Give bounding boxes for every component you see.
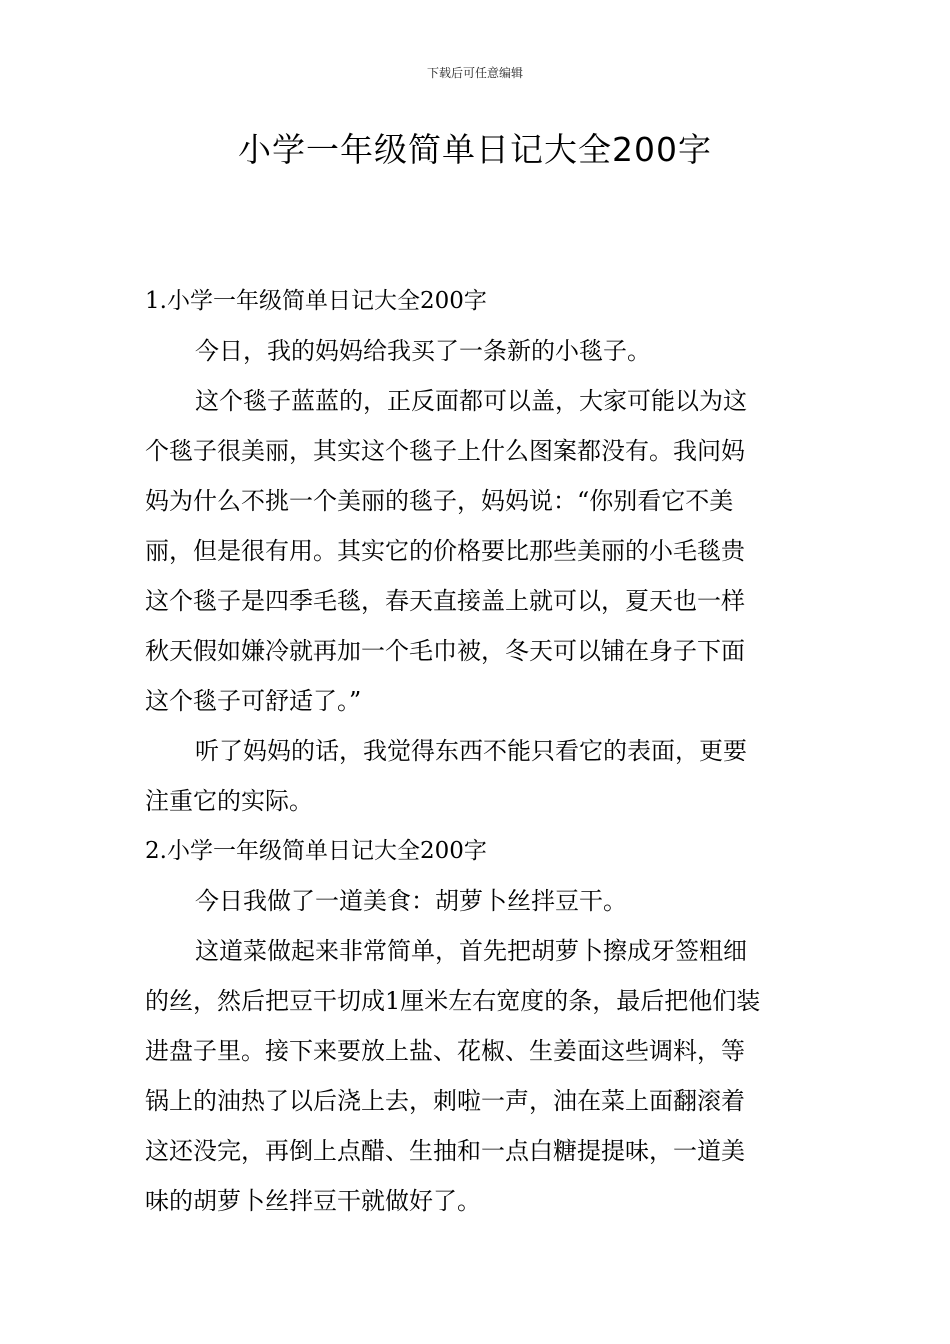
- paragraph-line: 丽，但是很有用。其实它的价格要比那些美丽的小毛毯贵: [145, 537, 745, 565]
- paragraph-line: 进盘子里。接下来要放上盐、花椒、生姜面这些调料，等: [145, 1037, 745, 1065]
- paragraph-line: 今日我做了一道美食：胡萝卜丝拌豆干。: [195, 887, 627, 915]
- paragraph-line: 这个毯子可舒适了。”: [145, 687, 362, 715]
- paragraph-line: 听了妈妈的话，我觉得东西不能只看它的表面，更要: [195, 737, 747, 765]
- header-note: 下载后可任意编辑: [426, 66, 523, 80]
- paragraph-line: 个毯子很美丽，其实这个毯子上什么图案都没有。我问妈: [145, 437, 745, 465]
- document-body: [145, 276, 810, 1226]
- paragraph-line: 今日，我的妈妈给我买了一条新的小毯子。: [195, 337, 651, 365]
- paragraph-line: 这还没完，再倒上点醋、生抽和一点白糖提提味，一道美: [145, 1137, 745, 1165]
- paragraph-line: 注重它的实际。: [145, 787, 313, 815]
- paragraph-line: 这个毯子蓝蓝的，正反面都可以盖，大家可能以为这: [195, 387, 747, 415]
- paragraph-line: 的丝，然后把豆干切成1厘米左右宽度的条，最后把他们装: [145, 987, 761, 1015]
- section-heading: 1.小学一年级简单日记大全200字: [145, 288, 487, 314]
- paragraph-line: 妈为什么不挑一个美丽的毯子，妈妈说：“你别看它不美: [145, 487, 734, 515]
- document-title: 小学一年级简单日记大全200字: [238, 130, 712, 169]
- paragraph-line: 味的胡萝卜丝拌豆干就做好了。: [145, 1187, 481, 1215]
- paragraph-line: 锅上的油热了以后浇上去，刺啦一声，油在菜上面翻滚着: [145, 1087, 745, 1115]
- section-heading: 2.小学一年级简单日记大全200字: [145, 838, 487, 864]
- paragraph-line: 秋天假如嫌冷就再加一个毛巾被，冬天可以铺在身子下面: [145, 637, 745, 665]
- paragraph-line: 这个毯子是四季毛毯，春天直接盖上就可以，夏天也一样: [145, 587, 745, 615]
- paragraph-line: 这道菜做起来非常简单，首先把胡萝卜擦成牙签粗细: [195, 937, 747, 965]
